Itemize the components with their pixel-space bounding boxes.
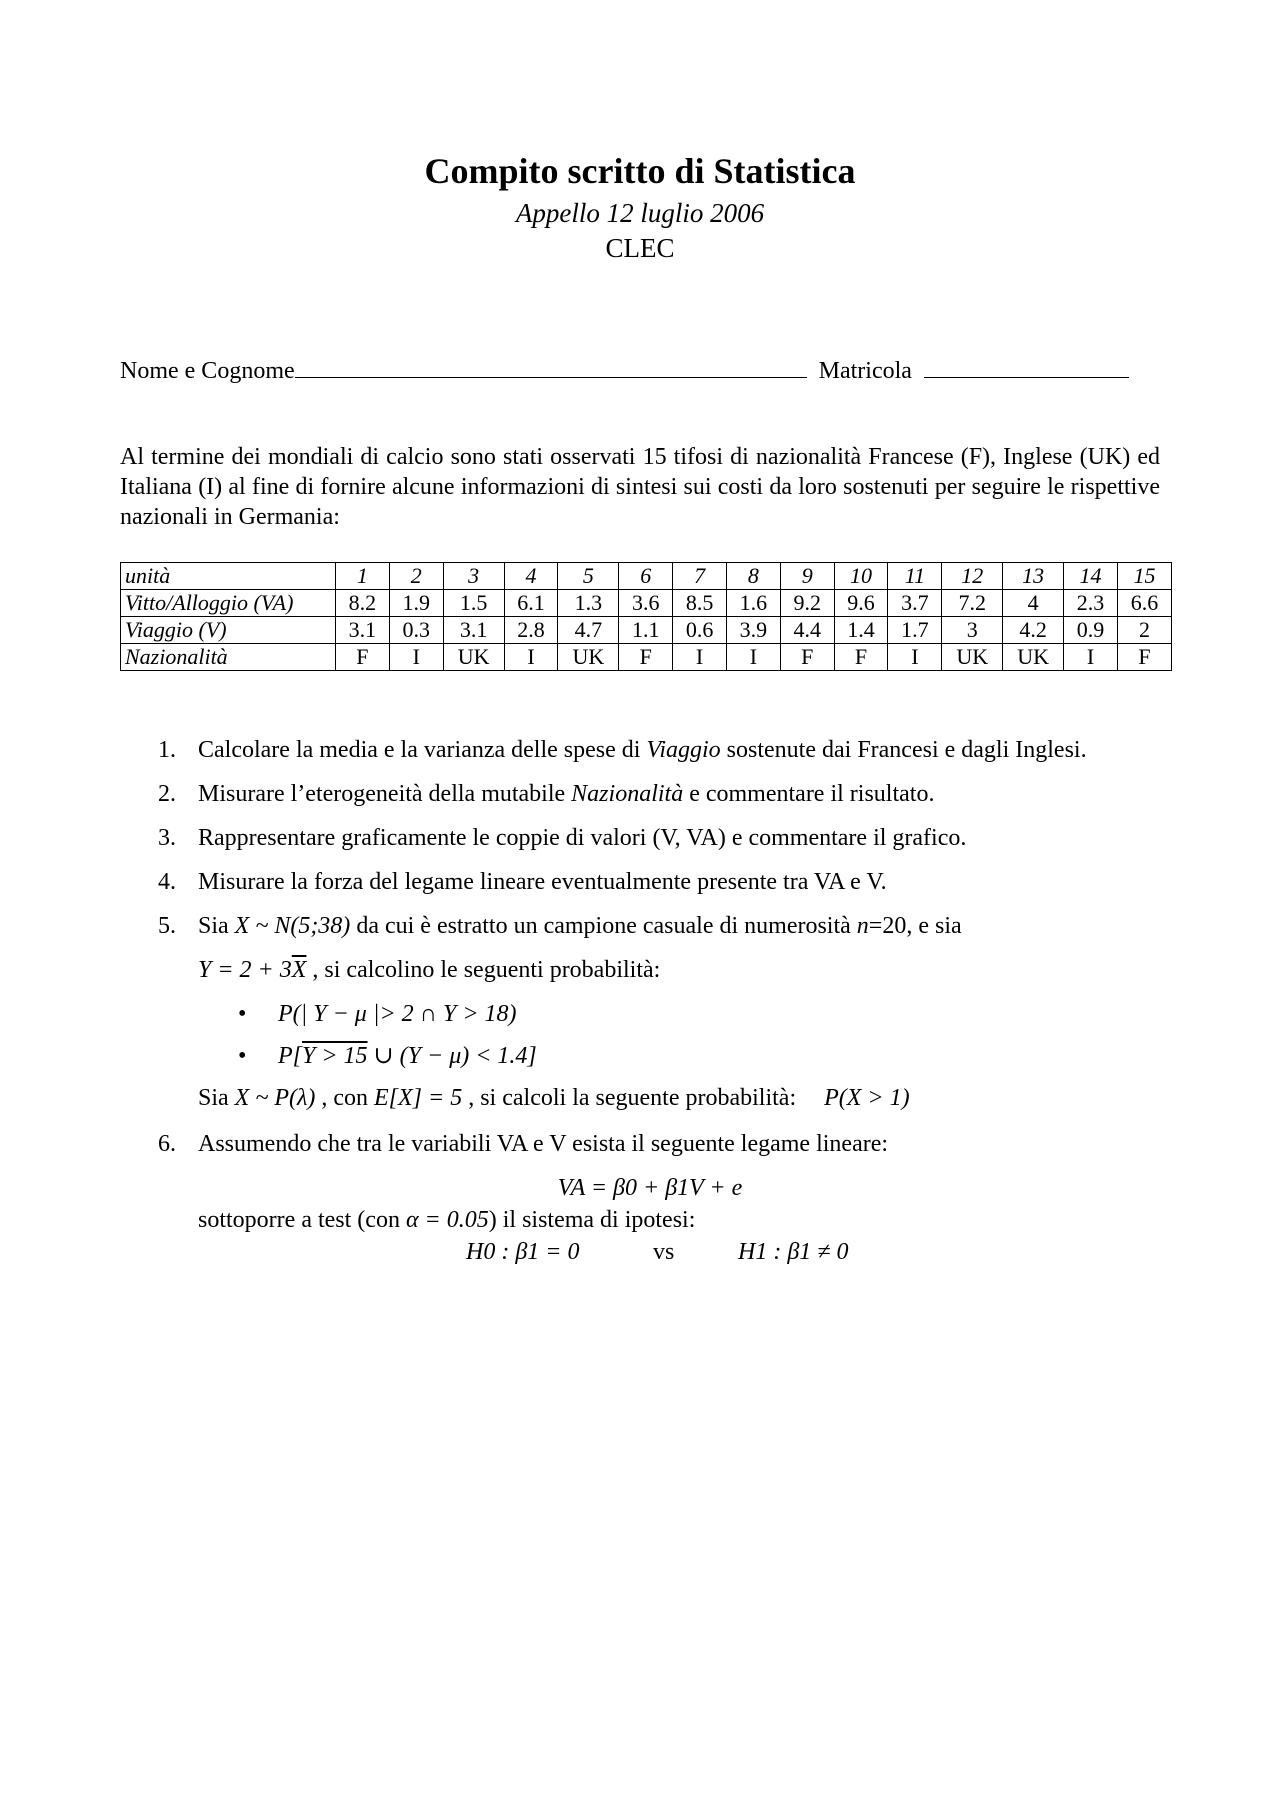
table-cell: 4.2 — [1003, 617, 1064, 644]
table-cell: I — [504, 644, 558, 671]
table-cell: 4 — [504, 563, 558, 590]
table-cell: I — [888, 644, 942, 671]
table-cell: 7 — [673, 563, 727, 590]
table-cell: F — [336, 644, 390, 671]
question-4: 4. Misurare la forza del legame lineare eventualmente presente tra VA e V. — [158, 869, 887, 895]
table-cell: 6 — [619, 563, 673, 590]
table-cell: 1.7 — [888, 617, 942, 644]
x-bar: $\overline{X}$ — [291, 957, 307, 983]
table-cell: 2 — [389, 563, 443, 590]
table-cell: F — [834, 644, 888, 671]
table-cell: 9.2 — [780, 590, 834, 617]
table-cell: 15 — [1117, 563, 1171, 590]
table-cell: 2.8 — [504, 617, 558, 644]
course-code: CLEC — [605, 233, 675, 263]
table-row-units — [121, 563, 1172, 590]
matricola-field[interactable] — [924, 355, 1129, 378]
table-cell: 1.1 — [619, 617, 673, 644]
table-cell: 4 — [1003, 590, 1064, 617]
row-label: Nazionalità — [121, 644, 336, 671]
table-cell: 10 — [834, 563, 888, 590]
probability-list — [198, 999, 1180, 1083]
table-cell: UK — [558, 644, 619, 671]
table-cell: 1.6 — [726, 590, 780, 617]
row-label: Viaggio (V) — [121, 617, 336, 644]
table-cell: 6.1 — [504, 590, 558, 617]
table-cell: 9 — [780, 563, 834, 590]
alternative-hypothesis: H1 : β1 ≠ 0 — [738, 1239, 849, 1265]
question-number: 1. — [158, 737, 176, 763]
bullet-icon: • — [238, 1001, 247, 1027]
data-table — [120, 562, 1172, 671]
table-cell: 1.5 — [443, 590, 504, 617]
question-6: 6. Assumendo che tra le variabili VA e V esista il seguente legame lineare: VA = β0 + β1V + e sottoporre a test (con α = 0.05) il sistema di ipotesi: H0 : β1 = 0 vs H1 : β1 ≠ 0 — [120, 1129, 1180, 1269]
table-cell: I — [726, 644, 780, 671]
poisson-distribution: X ~ P(λ) — [234, 1085, 316, 1111]
table-cell: UK — [443, 644, 504, 671]
table-cell: 1 — [336, 563, 390, 590]
table-cell: I — [389, 644, 443, 671]
table-row-v — [121, 617, 1172, 644]
table-cell: 5 — [558, 563, 619, 590]
question-3: 3. Rappresentare graficamente le coppie di valori (V, VA) e commentare il grafico. — [158, 825, 967, 851]
question-number: 2. — [158, 781, 176, 807]
table-cell: 4.4 — [780, 617, 834, 644]
table-cell: 12 — [942, 563, 1003, 590]
table-cell: 3 — [443, 563, 504, 590]
table-cell: 8 — [726, 563, 780, 590]
null-hypothesis: H0 : β1 = 0 — [466, 1239, 580, 1265]
table-cell: 3.1 — [336, 617, 390, 644]
table-cell: 3 — [942, 617, 1003, 644]
table-cell: 11 — [888, 563, 942, 590]
table-cell: 0.6 — [673, 617, 727, 644]
table-cell: UK — [942, 644, 1003, 671]
y-definition: Y = 2 + 3 — [198, 957, 292, 983]
table-cell: I — [1064, 644, 1118, 671]
question-2: 2. Misurare l’eterogeneità della mutabile Nazionalità e commentare il risultato. — [158, 781, 935, 807]
page-title: Compito scritto di Statistica — [424, 151, 856, 191]
hypotheses: H0 : β1 = 0 vs H1 : β1 ≠ 0 — [466, 1239, 849, 1265]
probability-item: • P[Y > 15 ∪ (Y − μ) < 1.4] — [238, 1043, 537, 1069]
table-cell: 3.6 — [619, 590, 673, 617]
exam-date: Appello 12 luglio 2006 — [515, 198, 765, 228]
table-cell: 4.7 — [558, 617, 619, 644]
student-fields — [120, 355, 1129, 385]
table-cell: UK — [1003, 644, 1064, 671]
question-number: 6. — [158, 1131, 176, 1157]
table-cell: 0.9 — [1064, 617, 1118, 644]
table-cell: 0.3 — [389, 617, 443, 644]
table-cell: 2 — [1117, 617, 1171, 644]
matricola-label: Matricola — [818, 358, 912, 384]
name-label: Nome e Cognome — [120, 358, 295, 384]
probability-item: • P(| Y − μ |> 2 ∩ Y > 18) — [238, 1001, 517, 1027]
table-cell: 14 — [1064, 563, 1118, 590]
table-cell: 8.2 — [336, 590, 390, 617]
name-field[interactable] — [295, 355, 807, 378]
normal-distribution: X ~ N(5;38) — [234, 913, 351, 939]
table-cell: 9.6 — [834, 590, 888, 617]
table-cell: I — [673, 644, 727, 671]
intro-paragraph: Al termine dei mondiali di calcio sono stati osservati 15 tifosi di nazionalità Francese (F), Inglese (UK) ed Italiana (I) al fine di fornire alcune informazioni di sintesi sui costi da loro sostenuti per seguire le rispettive nazionali in Germania: — [120, 444, 1160, 530]
table-cell: 1.3 — [558, 590, 619, 617]
bullet-icon: • — [238, 1043, 247, 1069]
table-row-nazionalita — [121, 644, 1172, 671]
table-cell: 3.9 — [726, 617, 780, 644]
question-number: 3. — [158, 825, 176, 851]
table-cell: F — [780, 644, 834, 671]
table-cell: F — [1117, 644, 1171, 671]
question-5: 5. Sia X ~ N(5;38) da cui è estratto un campione casuale di numerosità n=20, e sia $Y = 2 + 3\overline{X}$ , si calcolino le seguenti probabilità: • P(| Y − μ |> 2 ∩ Y > 18) • P[Y > 15 ∪ (Y − μ) < 1.4] Sia X ~ P(λ) , con E[X] = 5 , si calcoli la seguente probabilità: P(X > 1) — [120, 911, 1180, 1129]
table-cell: 1.9 — [389, 590, 443, 617]
table-cell: 3.7 — [888, 590, 942, 617]
table-cell: 13 — [1003, 563, 1064, 590]
table-cell: F — [619, 644, 673, 671]
table-row-va — [121, 590, 1172, 617]
table-cell: 3.1 — [443, 617, 504, 644]
table-cell: 6.6 — [1117, 590, 1171, 617]
row-label: unità — [121, 563, 336, 590]
question-list — [120, 735, 1180, 1269]
question-1: 1. Calcolare la media e la varianza delle spese di Viaggio sostenute dai Francesi e dagli Inglesi. — [158, 737, 1087, 763]
table-cell: 7.2 — [942, 590, 1003, 617]
row-label: Vitto/Alloggio (VA) — [121, 590, 336, 617]
table-cell: 8.5 — [673, 590, 727, 617]
regression-model: VA = β0 + β1V + e — [557, 1175, 743, 1201]
table-cell: 1.4 — [834, 617, 888, 644]
question-number: 5. — [158, 913, 176, 939]
table-cell: 2.3 — [1064, 590, 1118, 617]
question-number: 4. — [158, 869, 176, 895]
